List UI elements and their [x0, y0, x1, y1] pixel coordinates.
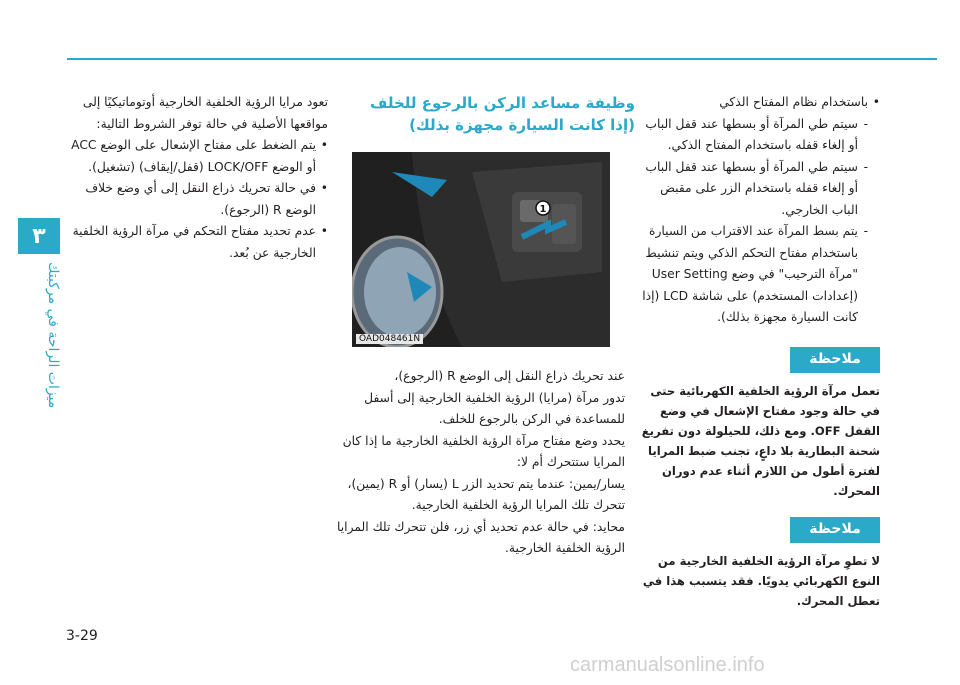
note-title: ملاحظة — [790, 347, 880, 373]
paragraph: يحدد وضع مفتاح مرآة الرؤية الخلفية الخارجية ما إذا كان المرايا ستتحرك أم لا: — [342, 433, 625, 469]
rear-assist-text — [335, 366, 625, 560]
middle-column — [335, 92, 635, 136]
chapter-tab: ٣ — [18, 218, 60, 254]
note-body: تعمل مرآة الرؤية الخلفية الكهربائية حتى في حالة وجود مفتاح الإشعال في وضع القفل OFF. ومع ذلك، للحيلولة دون تفريغ شحنة البطارية بلا داعٍ، تجنب ضبط المرايا لفترة أطول من اللازم أثناء عدم دوران المحرك. — [641, 383, 880, 498]
mirror-switch-photo — [352, 152, 610, 347]
return-conditions-list — [66, 135, 328, 264]
left-column — [66, 92, 328, 264]
watermark: carmanualsonline.info — [570, 654, 765, 676]
paragraph: عند تحريك ذراع النقل إلى الوضع R (الرجوع)، — [394, 369, 625, 383]
condition-item: • يتم الضغط على مفتاح الإشعال على الوضع ACC أو الوضع LOCK/OFF (قفل/إيقاف) (تشغيل). — [66, 135, 316, 178]
paragraph: يسار/يمين: عندما يتم تحديد الزر L (يسار) أو R (يمين)، تتحرك تلك المرايا الرؤية الخلفية الخارجية. — [347, 476, 625, 512]
paragraph: محايد: في حالة عدم تحديد أي زر، فلن تتحرك تلك المرايا الرؤية الخلفية الخارجية. — [337, 519, 625, 555]
smart-key-sublist — [640, 114, 880, 329]
top-rule — [67, 58, 937, 60]
callout-number: 1 — [539, 204, 547, 215]
sub-item: - سيتم طي المرآة أو بسطها عند قفل الباب أو إلغاء قفله باستخدام الزر على مقبض الباب الخارجي. — [640, 157, 858, 222]
sub-item: - يتم بسط المرآة عند الاقتراب من السيارة باستخدام مفتاح التحكم الذكي ويتم تنشيط "مرآة الترحيب" في وضع User Setting (إعدادات المستخدم) على شاشة LCD (إذا كانت السيارة مجهزة بذلك). — [640, 221, 858, 329]
smart-key-bullet: • باستخدام نظام المفتاح الذكي — [640, 92, 868, 114]
right-column — [640, 92, 880, 611]
paragraph: تعود مرايا الرؤية الخلفية الخارجية أوتوماتيكيًا إلى مواقعها الأصلية في حالة توفر الشروط التالية: — [82, 95, 328, 131]
sub-item: - سيتم طي المرآة أو بسطها عند قفل الباب أو إلغاء قفله باستخدام المفتاح الذكي. — [640, 114, 858, 157]
section-title: وظيفة مساعد الركن بالرجوع للخلف — [369, 94, 635, 112]
condition-item: • عدم تحديد مفتاح التحكم في مرآة الرؤية الخلفية الخارجية عن بُعد. — [66, 221, 316, 264]
door-panel-illustration — [352, 152, 610, 347]
smart-key-list — [640, 92, 880, 114]
condition-item: • في حالة تحريك ذراع النقل إلى أي وضع خلاف الوضع R (الرجوع). — [66, 178, 316, 221]
section-subtitle: (إذا كانت السيارة مجهزة بذلك) — [409, 116, 635, 134]
note-body: لا تطوِ مرآة الرؤية الخلفية الخارجية من النوع الكهربائي يدويًا. فقد يتسبب هذا في تعطل المحرك. — [642, 553, 880, 608]
paragraph: تدور مرآة (مرايا) الرؤية الخلفية الخارجية إلى أسفل للمساعدة في الركن بالرجوع للخلف. — [364, 390, 625, 426]
image-code: OAD048461N — [356, 334, 423, 344]
page-number: 3-29 — [66, 628, 98, 644]
note-title: ملاحظة — [790, 517, 880, 543]
chapter-label: ميزات الراحة في مركبتك — [45, 262, 61, 409]
